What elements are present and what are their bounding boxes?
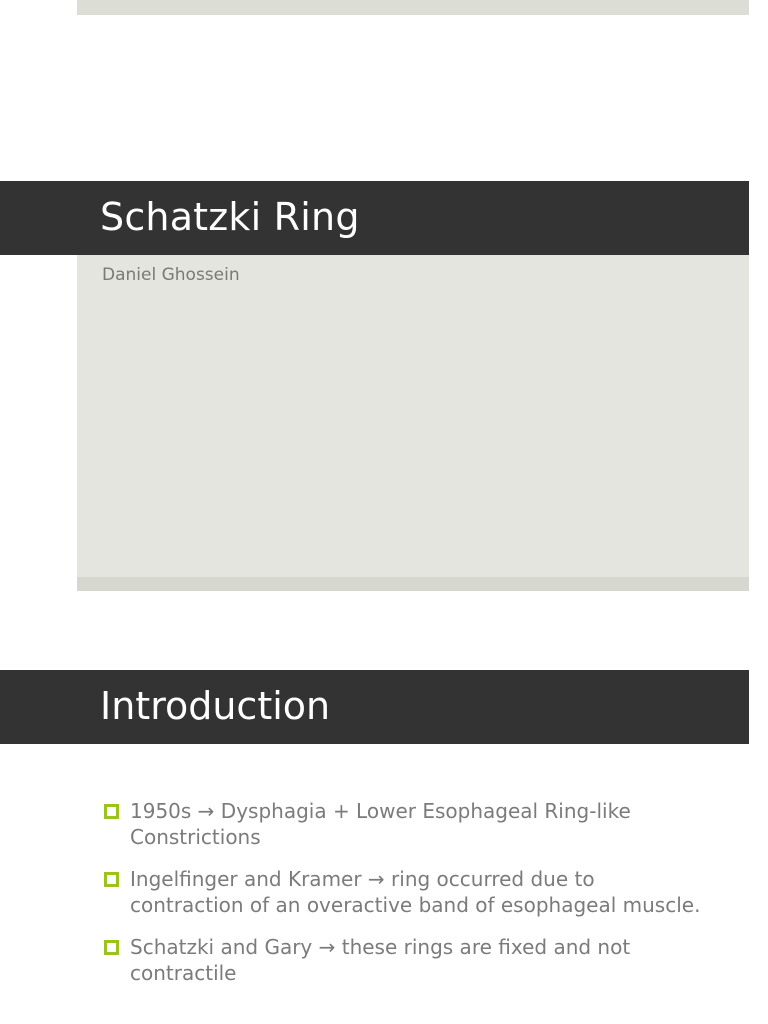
list-item	[102, 866, 702, 918]
square-bullet-icon	[104, 872, 119, 887]
title-slide-body	[77, 255, 749, 577]
intro-title: Introduction	[100, 684, 331, 728]
previous-slide-edge	[77, 0, 749, 15]
introduction-slide	[0, 670, 768, 1024]
bullet-list	[102, 798, 702, 1002]
title-bar	[0, 181, 749, 255]
intro-title-bar	[0, 670, 749, 744]
slide-footer-strip	[77, 577, 749, 591]
list-item	[102, 798, 702, 850]
list-item	[102, 934, 702, 986]
slide-title: Schatzki Ring	[100, 195, 360, 239]
title-slide	[0, 181, 768, 591]
square-bullet-icon	[104, 940, 119, 955]
bullet-text: Schatzki and Gary → these rings are fixed and not contractile	[130, 935, 631, 985]
bullet-text: Ingelfinger and Kramer → ring occurred due to contraction of an overactive band of esophageal muscle.	[130, 867, 701, 917]
bullet-text: 1950s → Dysphagia + Lower Esophageal Ring-like Constrictions	[130, 799, 631, 849]
square-bullet-icon	[104, 804, 119, 819]
author-name: Daniel Ghossein	[102, 265, 240, 285]
